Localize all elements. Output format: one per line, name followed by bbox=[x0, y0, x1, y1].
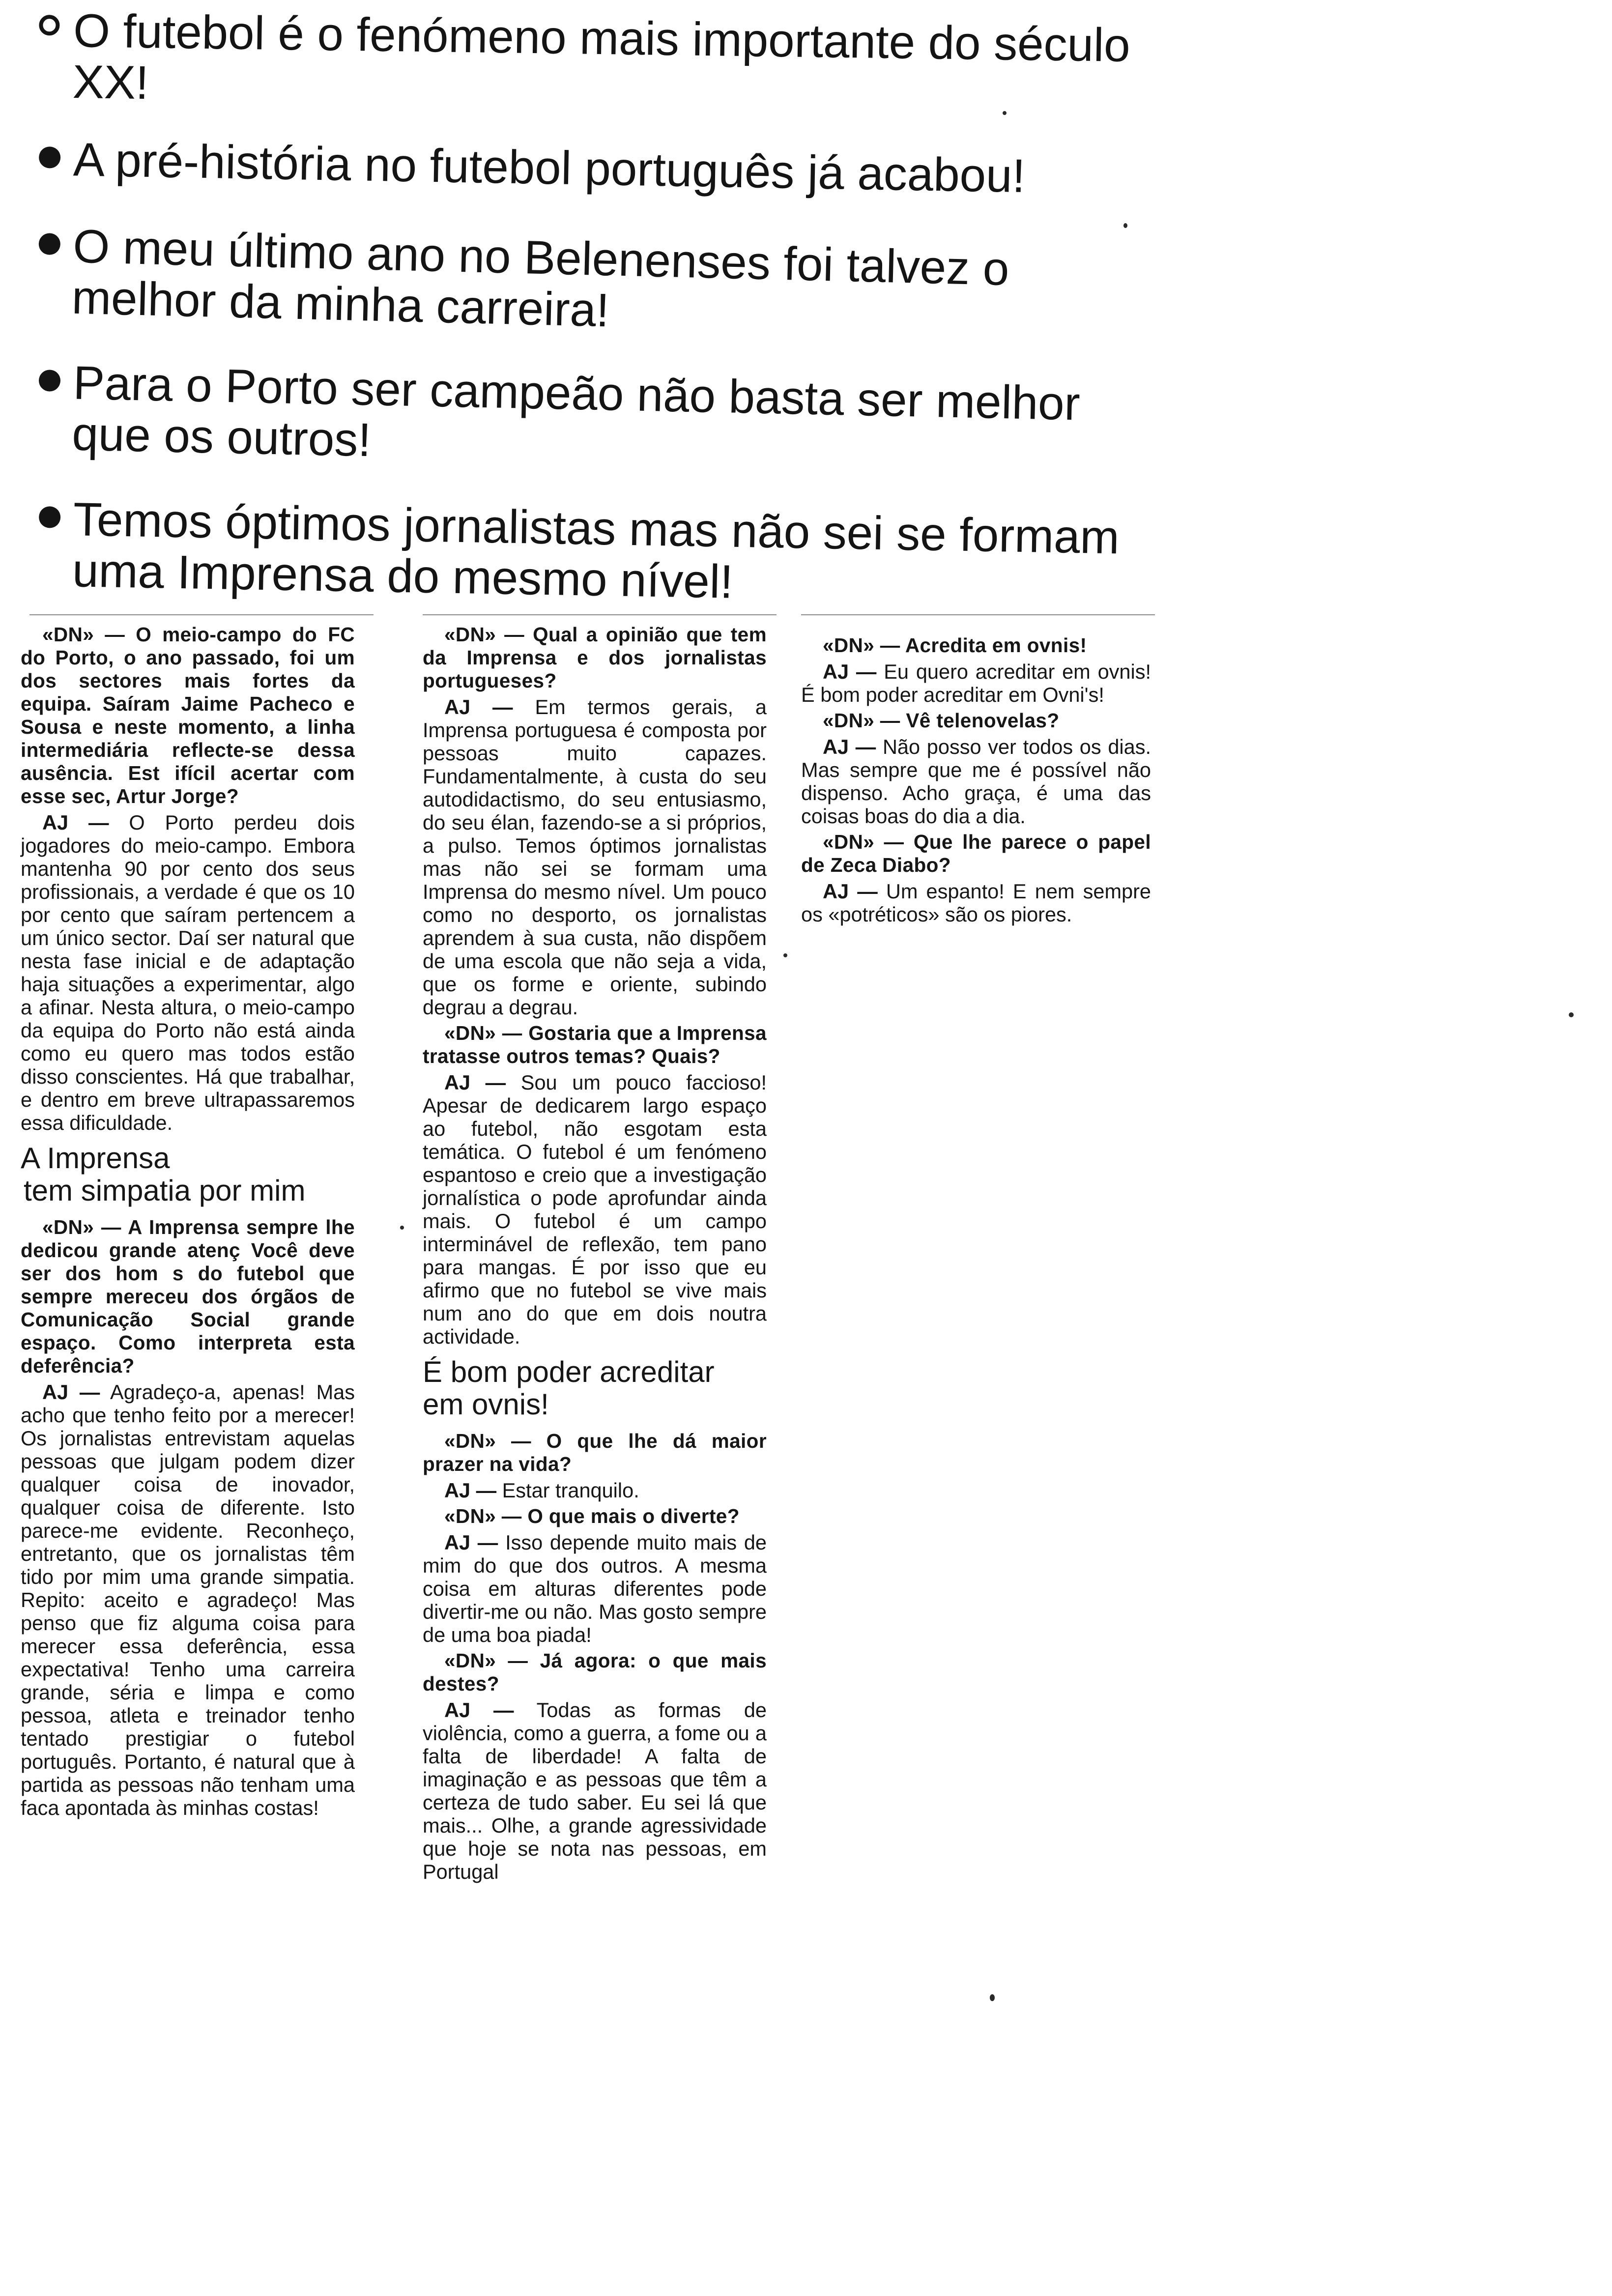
dot-bullet-icon bbox=[39, 506, 61, 528]
answer-text: Não posso ver todos os dias. Mas sempre que me é possível não dispenso. Acho graça, é uma das coisas boas do dia a dia. bbox=[801, 735, 1151, 828]
ring-bullet-icon bbox=[39, 15, 60, 36]
answer-text: Todas as formas de violência, como a guerra, a fome ou a falta de liberdade! A falta de imaginação e as pessoas que têm a certeza de tudo saber. Eu sei lá que mais... Olhe, a grande agressividade que hoje se nota nas pessoas, em Portugal bbox=[423, 1698, 767, 1883]
answer-lead: AJ — bbox=[823, 660, 877, 683]
answer-lead: AJ — bbox=[444, 1071, 506, 1094]
headline-quote-5 bbox=[37, 493, 1140, 615]
dot-bullet-icon bbox=[38, 233, 60, 255]
interview-question: «DN» — Acredita em ovnis! bbox=[823, 634, 1087, 657]
answer-lead: AJ — bbox=[444, 695, 513, 718]
answer-lead: AJ — bbox=[444, 1479, 497, 1502]
headline-text: Temos óptimos jornalistas mas não sei se formam uma Imprensa do mesmo nível! bbox=[72, 493, 1120, 608]
scan-speck bbox=[1569, 1012, 1574, 1017]
answer-text: Um espanto! E nem sempre os «potréticos» são os piores. bbox=[801, 880, 1151, 926]
interview-question: «DN» — O meio-campo do FC do Porto, o ano passado, foi um dos sectores mais fortes da equipa. Saíram Jaime Pacheco e Sousa e neste momento, a linha intermediária reflecte-se dessa ausência. Est ifícil acertar com esse sec, Artur Jorge? bbox=[21, 623, 355, 807]
headline-quote-2 bbox=[38, 134, 1140, 204]
subhead-line: É bom poder acreditar bbox=[423, 1355, 715, 1388]
headline-quote-1 bbox=[38, 5, 1140, 122]
interview-question: «DN» — A Imprensa sempre lhe dedicou grande atenç Você deve ser dos hom s do futebol que sempre mereceu dos órgãos de Comunicação Social grande espaço. Como interpreta esta deferência? bbox=[21, 1216, 355, 1377]
interview-answer bbox=[423, 695, 767, 1019]
scan-speck bbox=[990, 1994, 995, 2001]
dot-bullet-icon bbox=[39, 370, 61, 392]
answer-text: Estar tranquilo. bbox=[502, 1479, 639, 1502]
interview-question: «DN» — Gostaria que a Imprensa tratasse outros temas? Quais? bbox=[423, 1022, 767, 1067]
interview-answer bbox=[21, 811, 355, 1134]
answer-text: Isso depende muito mais de mim do que dos outros. A mesma coisa em alturas diferentes pode divertir-me ou não. Mas gosto sempre de uma boa piada! bbox=[423, 1531, 767, 1646]
interview-question: «DN» — Vê telenovelas? bbox=[823, 709, 1060, 732]
scan-speck bbox=[1003, 111, 1007, 115]
subhead-line: A Imprensa bbox=[21, 1142, 170, 1175]
answer-lead: AJ — bbox=[42, 1380, 100, 1404]
interview-answer bbox=[21, 1380, 355, 1819]
column-divider bbox=[423, 614, 777, 615]
section-subhead bbox=[21, 1142, 355, 1207]
scan-speck bbox=[400, 1226, 404, 1230]
interview-answer bbox=[801, 735, 1151, 828]
interview-question: «DN» — O que mais o diverte? bbox=[444, 1505, 740, 1527]
answer-text: Sou um pouco faccioso! Apesar de dedicarem largo espaço ao futebol, não esgotam esta temática. O futebol é um fenómeno espantoso e creio que a investigação jornalística o pode aprofundar ainda mais. O futebol é um campo interminável de reflexão, tem pano para mangas. É por isso que eu afirmo que no futebol se vive mais num ano do que em dois noutra actividade. bbox=[423, 1071, 767, 1348]
headline-text: A pré-história no futebol português já acabou! bbox=[73, 133, 1026, 203]
headline-quote-4 bbox=[37, 357, 1140, 482]
interview-question: «DN» — Qual a opinião que tem da Imprensa e dos jornalistas portugueses? bbox=[423, 623, 767, 692]
headline-text: O meu último ano no Belenenses foi talvez o melhor da minha carreira! bbox=[71, 220, 1010, 337]
answer-lead: AJ — bbox=[444, 1531, 498, 1554]
scan-speck bbox=[1123, 223, 1127, 228]
article-column-2 bbox=[423, 623, 767, 1886]
subhead-line: tem simpatia por mim bbox=[24, 1174, 306, 1207]
headline-text: Para o Porto ser campeão não basta ser melhor que os outros! bbox=[71, 356, 1081, 467]
column-divider bbox=[29, 614, 374, 615]
headline-text: O futebol é o fenómeno mais importante do século XX! bbox=[72, 4, 1131, 110]
answer-lead: AJ — bbox=[42, 811, 109, 834]
answer-lead: AJ — bbox=[444, 1698, 514, 1722]
section-subhead bbox=[423, 1356, 767, 1421]
interview-answer bbox=[423, 1531, 767, 1646]
answer-lead: AJ — bbox=[823, 880, 878, 903]
article-column-3 bbox=[801, 634, 1151, 929]
answer-text: O Porto perdeu dois jogadores do meio-campo. Embora mantenha 90 por cento dos seus profissionais, a verdade é que os 10 por cento que saíram pertencem a um único sector. Daí ser natural que nesta fase inicial e de adaptação haja situações a experimentar, algo a afinar. Nesta altura, o meio-campo da equipa do Porto não está ainda como eu quero mas todos estão disso conscientes. Há que trabalhar, e dentro em breve ultrapassaremos essa dificuldade. bbox=[21, 811, 355, 1134]
article-column-1 bbox=[21, 623, 355, 1822]
answer-lead: AJ — bbox=[823, 735, 876, 758]
interview-question: «DN» — Que lhe parece o papel de Zeca Diabo? bbox=[801, 831, 1151, 876]
answer-text: Eu quero acreditar em ovnis! É bom poder acreditar em Ovni's! bbox=[801, 660, 1151, 706]
interview-answer bbox=[423, 1479, 767, 1502]
dot-bullet-icon bbox=[39, 146, 61, 169]
interview-question: «DN» — O que lhe dá maior prazer na vida? bbox=[423, 1430, 767, 1475]
interview-answer bbox=[801, 880, 1151, 926]
interview-question: «DN» — Já agora: o que mais destes? bbox=[423, 1649, 767, 1695]
interview-answer bbox=[423, 1698, 767, 1883]
interview-answer bbox=[801, 660, 1151, 706]
subhead-line: em ovnis! bbox=[423, 1388, 549, 1421]
column-divider bbox=[801, 614, 1155, 615]
scan-speck bbox=[783, 953, 787, 957]
answer-text: Em termos gerais, a Imprensa portuguesa é composta por pessoas muito capazes. Fundamentalmente, à custa do seu autodidactismo, do seu entusiasmo, do seu élan, fazendo-se a si próprios, a pulso. Temos óptimos jornalistas mas não sei se formam uma Imprensa do mesmo nível. Um pouco como no desporto, os jornalistas aprendem à sua custa, não dispõem de uma escola que não seja a vida, que os forme e oriente, subindo degrau a degrau. bbox=[423, 695, 767, 1019]
headline-quote-3 bbox=[37, 220, 1140, 349]
answer-text: Agradeço-a, apenas! Mas acho que tenho feito por a merecer! Os jornalistas entrevistam aquelas pessoas que julgam podem dizer qualquer coisa de inovador, qualquer coisa de diferente. Isto parece-me evidente. Reconheço, entretanto, que os jornalistas têm tido por mim uma grande simpatia. Repito: aceito e agradeço! Mas penso que fiz alguma coisa para merecer essa deferência, essa expectativa! Tenho uma carreira grande, séria e limpa e como pessoa, atleta e treinador tenho tentado prestigiar o futebol português. Portanto, é natural que à partida as pessoas não tenham uma faca apontada às minhas costas! bbox=[21, 1380, 355, 1819]
interview-answer bbox=[423, 1071, 767, 1348]
